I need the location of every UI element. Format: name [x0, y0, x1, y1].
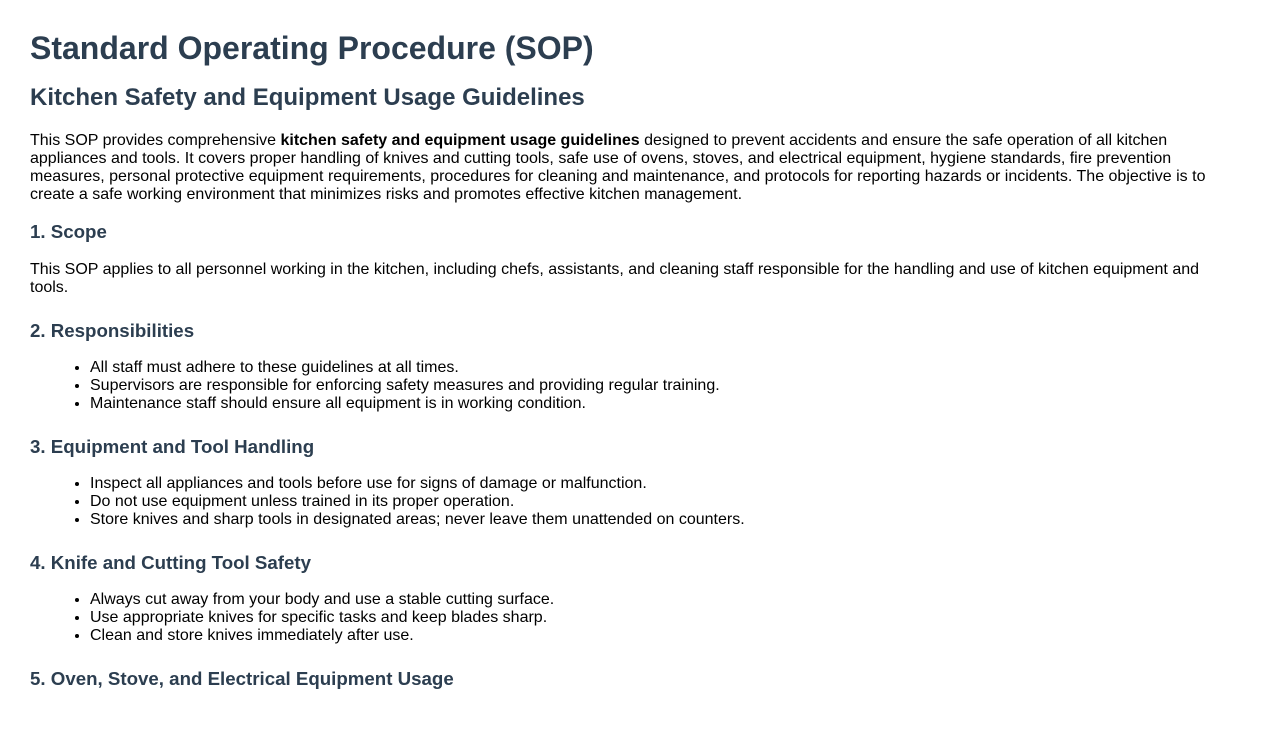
equipment-handling-list: [30, 475, 1233, 529]
section-heading-knife-safety: 4. Knife and Cutting Tool Safety: [30, 552, 312, 573]
list-item: • Always cut away from your body and use a stable cutting surface.: [90, 591, 1233, 609]
intro-text-end: designed to prevent accidents and ensure the safe operation of all kitchen appliances and tools. It covers proper handling of knives and cutting tools, safe use of ovens, stoves, and electrical equipment, hygiene standards, fire prevention measures, personal protective equipment requirements, procedures for cleaning and maintenance, and protocols for reporting hazards or incidents. The objective is to create a safe working environment that minimizes risks and promotes effective kitchen management.: [30, 132, 1206, 203]
section-heading-oven-stove-electrical: 5. Oven, Stove, and Electrical Equipment Usage: [30, 668, 454, 689]
intro-text-start: This SOP provides comprehensive: [30, 132, 281, 149]
list-item: • Maintenance staff should ensure all equipment is in working condition.: [90, 395, 1233, 413]
section-heading-scope: 1. Scope: [30, 221, 107, 242]
page-subtitle: Kitchen Safety and Equipment Usage Guidelines: [30, 84, 585, 111]
page-title: Standard Operating Procedure (SOP): [30, 30, 594, 66]
knife-safety-list: [30, 591, 1233, 645]
section-heading-responsibilities: 2. Responsibilities: [30, 320, 195, 341]
document-page: [0, 30, 1263, 690]
intro-paragraph: [30, 132, 1233, 204]
list-item: • Supervisors are responsible for enforcing safety measures and providing regular training.: [90, 377, 1233, 395]
list-item: • Store knives and sharp tools in designated areas; never leave them unattended on counters.: [90, 511, 1233, 529]
intro-bold-text: kitchen safety and equipment usage guidelines: [280, 132, 640, 149]
section-body-scope: This SOP applies to all personnel working in the kitchen, including chefs, assistants, and cleaning staff responsible for the handling and use of kitchen equipment and tools.: [30, 261, 1200, 296]
list-item: • All staff must adhere to these guidelines at all times.: [90, 359, 1233, 377]
list-item: • Clean and store knives immediately after use.: [90, 627, 1233, 645]
responsibilities-list: [30, 359, 1233, 413]
list-item: • Inspect all appliances and tools before use for signs of damage or malfunction.: [90, 475, 1233, 493]
section-heading-equipment-handling: 3. Equipment and Tool Handling: [30, 436, 315, 457]
list-item: • Do not use equipment unless trained in its proper operation.: [90, 493, 1233, 511]
list-item: • Use appropriate knives for specific tasks and keep blades sharp.: [90, 609, 1233, 627]
